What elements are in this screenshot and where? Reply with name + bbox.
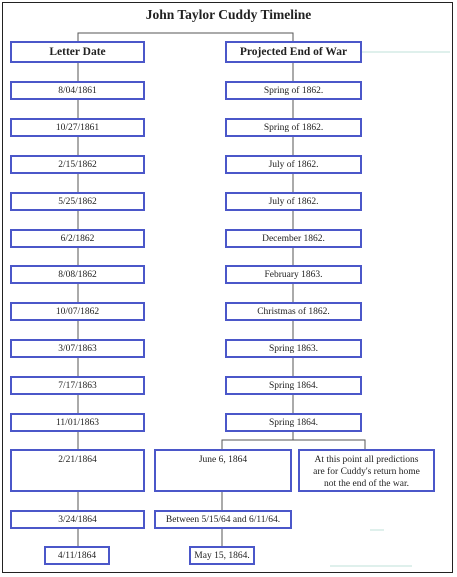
date-box: 8/08/1862 bbox=[10, 265, 145, 284]
date-box: 3/07/1863 bbox=[10, 339, 145, 358]
projection-box: July of 1862. bbox=[225, 155, 362, 174]
projection-box: July of 1862. bbox=[225, 192, 362, 211]
projection-box: December 1862. bbox=[225, 229, 362, 248]
header-letter-date: Letter Date bbox=[10, 41, 145, 63]
date-box: 2/15/1862 bbox=[10, 155, 145, 174]
projection-box: Spring 1864. bbox=[225, 376, 362, 395]
date-box: 3/24/1864 bbox=[10, 510, 145, 529]
date-box: 10/07/1862 bbox=[10, 302, 145, 321]
date-box: 10/27/1861 bbox=[10, 118, 145, 137]
projection-box: Spring 1864. bbox=[225, 413, 362, 432]
projection-box: February 1863. bbox=[225, 265, 362, 284]
projection-box: Christmas of 1862. bbox=[225, 302, 362, 321]
date-box: 2/21/1864 bbox=[10, 449, 145, 492]
date-box: 4/11/1864 bbox=[44, 546, 110, 565]
projection-box: Between 5/15/64 and 6/11/64. bbox=[154, 510, 292, 529]
date-box: 5/25/1862 bbox=[10, 192, 145, 211]
projection-box: June 6, 1864 bbox=[154, 449, 292, 492]
date-box: 7/17/1863 bbox=[10, 376, 145, 395]
projection-box: Spring 1863. bbox=[225, 339, 362, 358]
projection-box: Spring of 1862. bbox=[225, 118, 362, 137]
projection-box: Spring of 1862. bbox=[225, 81, 362, 100]
date-box: 11/01/1863 bbox=[10, 413, 145, 432]
note-box: At this point all predictions are for Cuddy's return home not the end of the war. bbox=[298, 449, 435, 492]
header-projected-end: Projected End of War bbox=[225, 41, 362, 63]
date-box: 6/2/1862 bbox=[10, 229, 145, 248]
projection-box: May 15, 1864. bbox=[189, 546, 255, 565]
timeline-title: John Taylor Cuddy Timeline bbox=[145, 7, 312, 22]
date-box: 8/04/1861 bbox=[10, 81, 145, 100]
